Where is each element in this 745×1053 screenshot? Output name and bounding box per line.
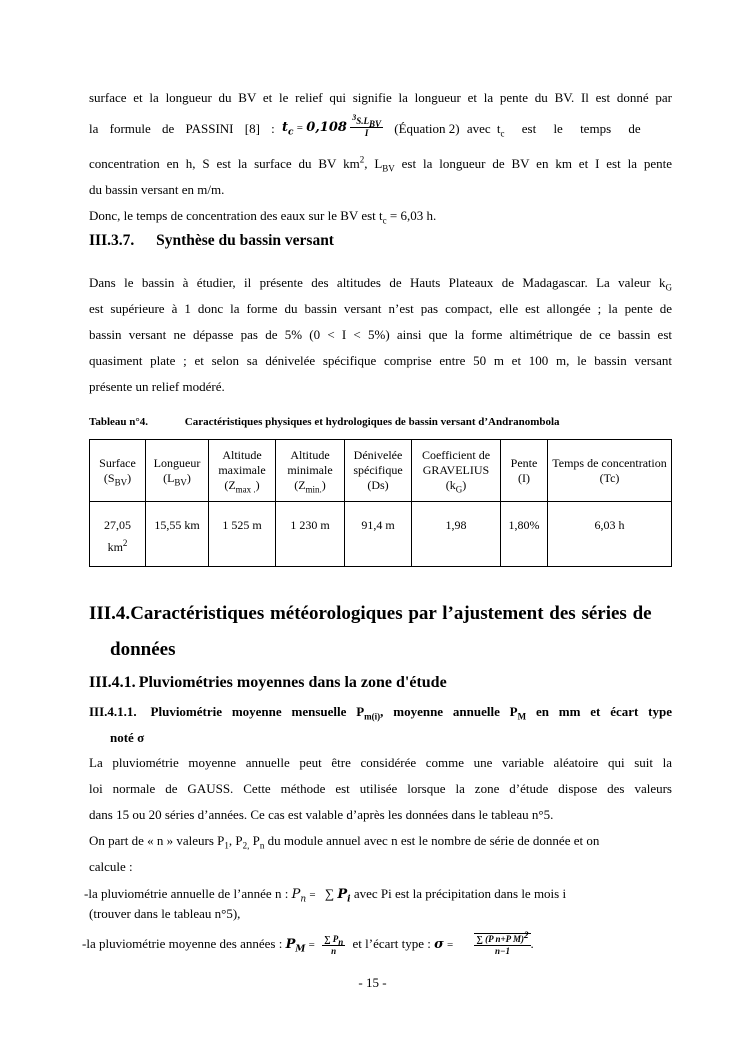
characteristics-table <box>89 439 672 567</box>
table-caption-text: Caractéristiques physiques et hydrologiques de bassin versant d’Andranombola <box>184 416 560 428</box>
header-cell: Surface $(S_{BV})$ <box>90 440 146 502</box>
cell-temps: 6,03 h <box>548 502 672 567</box>
section-number: III.4.1. <box>89 674 136 691</box>
para2-line3: bassin versant ne dépasse pas de 5% (0 < I < 5%) ainsi que la forme altimétrique de ce bassin est <box>89 327 672 342</box>
formula-fraction: $\frac{^3S.L_{BV}}{I}$ <box>352 113 381 139</box>
para1-line5: Donc, le temps de concentration des eaux sur le BV est $t_c = 6,03$ h. <box>89 208 437 226</box>
header-cell: Longueur $(L_{BV})$ <box>146 440 209 502</box>
section-title: Pluviométrie moyenne mensuelle $P_{m(i)}$, moyenne annuelle $P_M$ en mm et écart type <box>150 704 672 722</box>
cell-alt-min: 1 230 m <box>276 502 345 567</box>
para3-line3: dans 15 ou 20 séries d’années. Ce cas est valable d’après les données dans le tableau n°5. <box>89 807 554 822</box>
para3-line5: calcule : <box>89 859 133 874</box>
section-number: III.4. <box>89 603 131 624</box>
section-number: III.3.7. <box>89 232 135 249</box>
pm-symbol: $P_M$ <box>285 937 306 955</box>
para2-line2: est supérieure à 1 donc la forme du bassin versant n’est pas compact, elle est allongée ; la pente de <box>89 301 672 316</box>
table-row <box>90 502 672 567</box>
cell-gravelius: 1,98 <box>412 502 501 567</box>
para2-line5: présente un relief modéré. <box>89 379 225 394</box>
pi-symbol: $P_i$ <box>337 887 351 905</box>
cell-surface: 27,05 $km^2$ <box>90 502 146 567</box>
cell-denivelee: 91,4 m <box>345 502 412 567</box>
para1-line2 <box>89 113 672 144</box>
para1-line2-prefix: la formule de PASSINI [8] : <box>89 121 275 136</box>
table-header-row <box>90 440 672 502</box>
para1-line1: surface et la longueur du BV et le relief qui signifie la longueur et la pente du BV. Il est donné par <box>89 90 672 105</box>
equation-label: (Équation 2) <box>394 121 460 136</box>
table-label: Tableau n°4. <box>89 416 149 428</box>
para2-line1: Dans le bassin à étudier, il présente des altitudes de Hauts Plateaux de Madagascar. La valeur $k_G$ <box>89 275 672 293</box>
section-3-4-heading-line2: données <box>110 639 176 660</box>
header-cell: Coefficient de GRAVELIUS $(k_G)$ <box>412 440 501 502</box>
header-cell: Altitude minimale $(Z_{min.})$ <box>276 440 345 502</box>
para1-line4: du bassin versant en m/m. <box>89 182 225 197</box>
table-caption <box>89 416 560 428</box>
formula-eq: = <box>296 121 303 134</box>
section-3-4-1-1-heading-line2: noté σ <box>110 730 145 745</box>
para2-line4: quasiment plate ; et selon sa dénivelée spécifique comprise entre 50 m et 100 m, le bassin versant <box>89 353 672 368</box>
para1-line3: concentration en h, S est la surface du BV $km^2$, $L_{BV}$ est la longueur de BV en km et I est la pente <box>89 154 673 174</box>
section-3-4-1-1-heading <box>89 704 672 720</box>
pn-symbol: $P_n$ <box>291 887 307 905</box>
header-cell: Dénivelée spécifique (Ds) <box>345 440 412 502</box>
section-title-line1: Caractéristiques météorologiques par l’ajustement des séries de <box>130 603 652 624</box>
cell-pente: 1,80% <box>501 502 548 567</box>
mean-fraction: $\frac{\sum P_n}{n}$ <box>324 933 344 956</box>
para3-line4: On part de « n » valeurs $P_1$, $P_{2,}$ $P_n$ du module annuel avec n est le nombre de série de donnée et on <box>89 833 600 851</box>
sum-symbol: ∑ <box>324 886 335 901</box>
bullet-annual-rainfall: -la pluviométrie annuelle de l’année n : $P_n$ = ∑ $P_i$ avec Pi est la précipitation dans le mois i <box>84 886 567 905</box>
para1-line2-suffix: avec $t_c$ est le temps de <box>466 121 641 139</box>
header-cell: Altitude maximale $(Z_{max .})$ <box>209 440 276 502</box>
section-3-4-heading <box>89 603 679 625</box>
passini-formula <box>282 114 383 141</box>
formula-lhs: $t_c$ <box>282 119 294 138</box>
section-title: Synthèse du bassin versant <box>156 232 334 249</box>
page-number: - 15 - <box>358 975 387 990</box>
section-title: Pluviométries moyennes dans la zone d'étude <box>138 674 447 691</box>
section-3-3-7-heading <box>89 232 334 250</box>
para3-line2: loi normale de GAUSS. Cette méthode est utilisée lorsque la zone d’étude dispose des valeurs <box>89 781 672 796</box>
root-index: 3 <box>352 113 357 123</box>
sigma-symbol: σ <box>434 937 444 952</box>
section-number: III.4.1.1. <box>89 704 137 719</box>
para3-line1: La pluviométrie moyenne annuelle peut être considérée comme une variable aléatoire qui suit la <box>89 755 672 770</box>
formula-coef: 0,108 <box>306 119 347 135</box>
section-3-4-1-heading <box>89 674 447 692</box>
cell-longueur: 15,55 km <box>146 502 209 567</box>
header-cell: Pente (I) <box>501 440 548 502</box>
header-cell: Temps de concentration (Tc) <box>548 440 672 502</box>
bullet-annual-rainfall-line2: (trouver dans le tableau n°5), <box>89 906 241 921</box>
cell-alt-max: 1 525 m <box>209 502 276 567</box>
bullet-mean-rainfall: -la pluviométrie moyenne des années : $P_M$ = $\frac{\sum P_n}{n}$ et l’écart type : σ = $\frac{\sum (P n+P M)^2}{n-1}$ . <box>82 930 534 957</box>
std-fraction: $\frac{\sum (P n+P M)^2}{n-1}$ <box>476 930 529 957</box>
